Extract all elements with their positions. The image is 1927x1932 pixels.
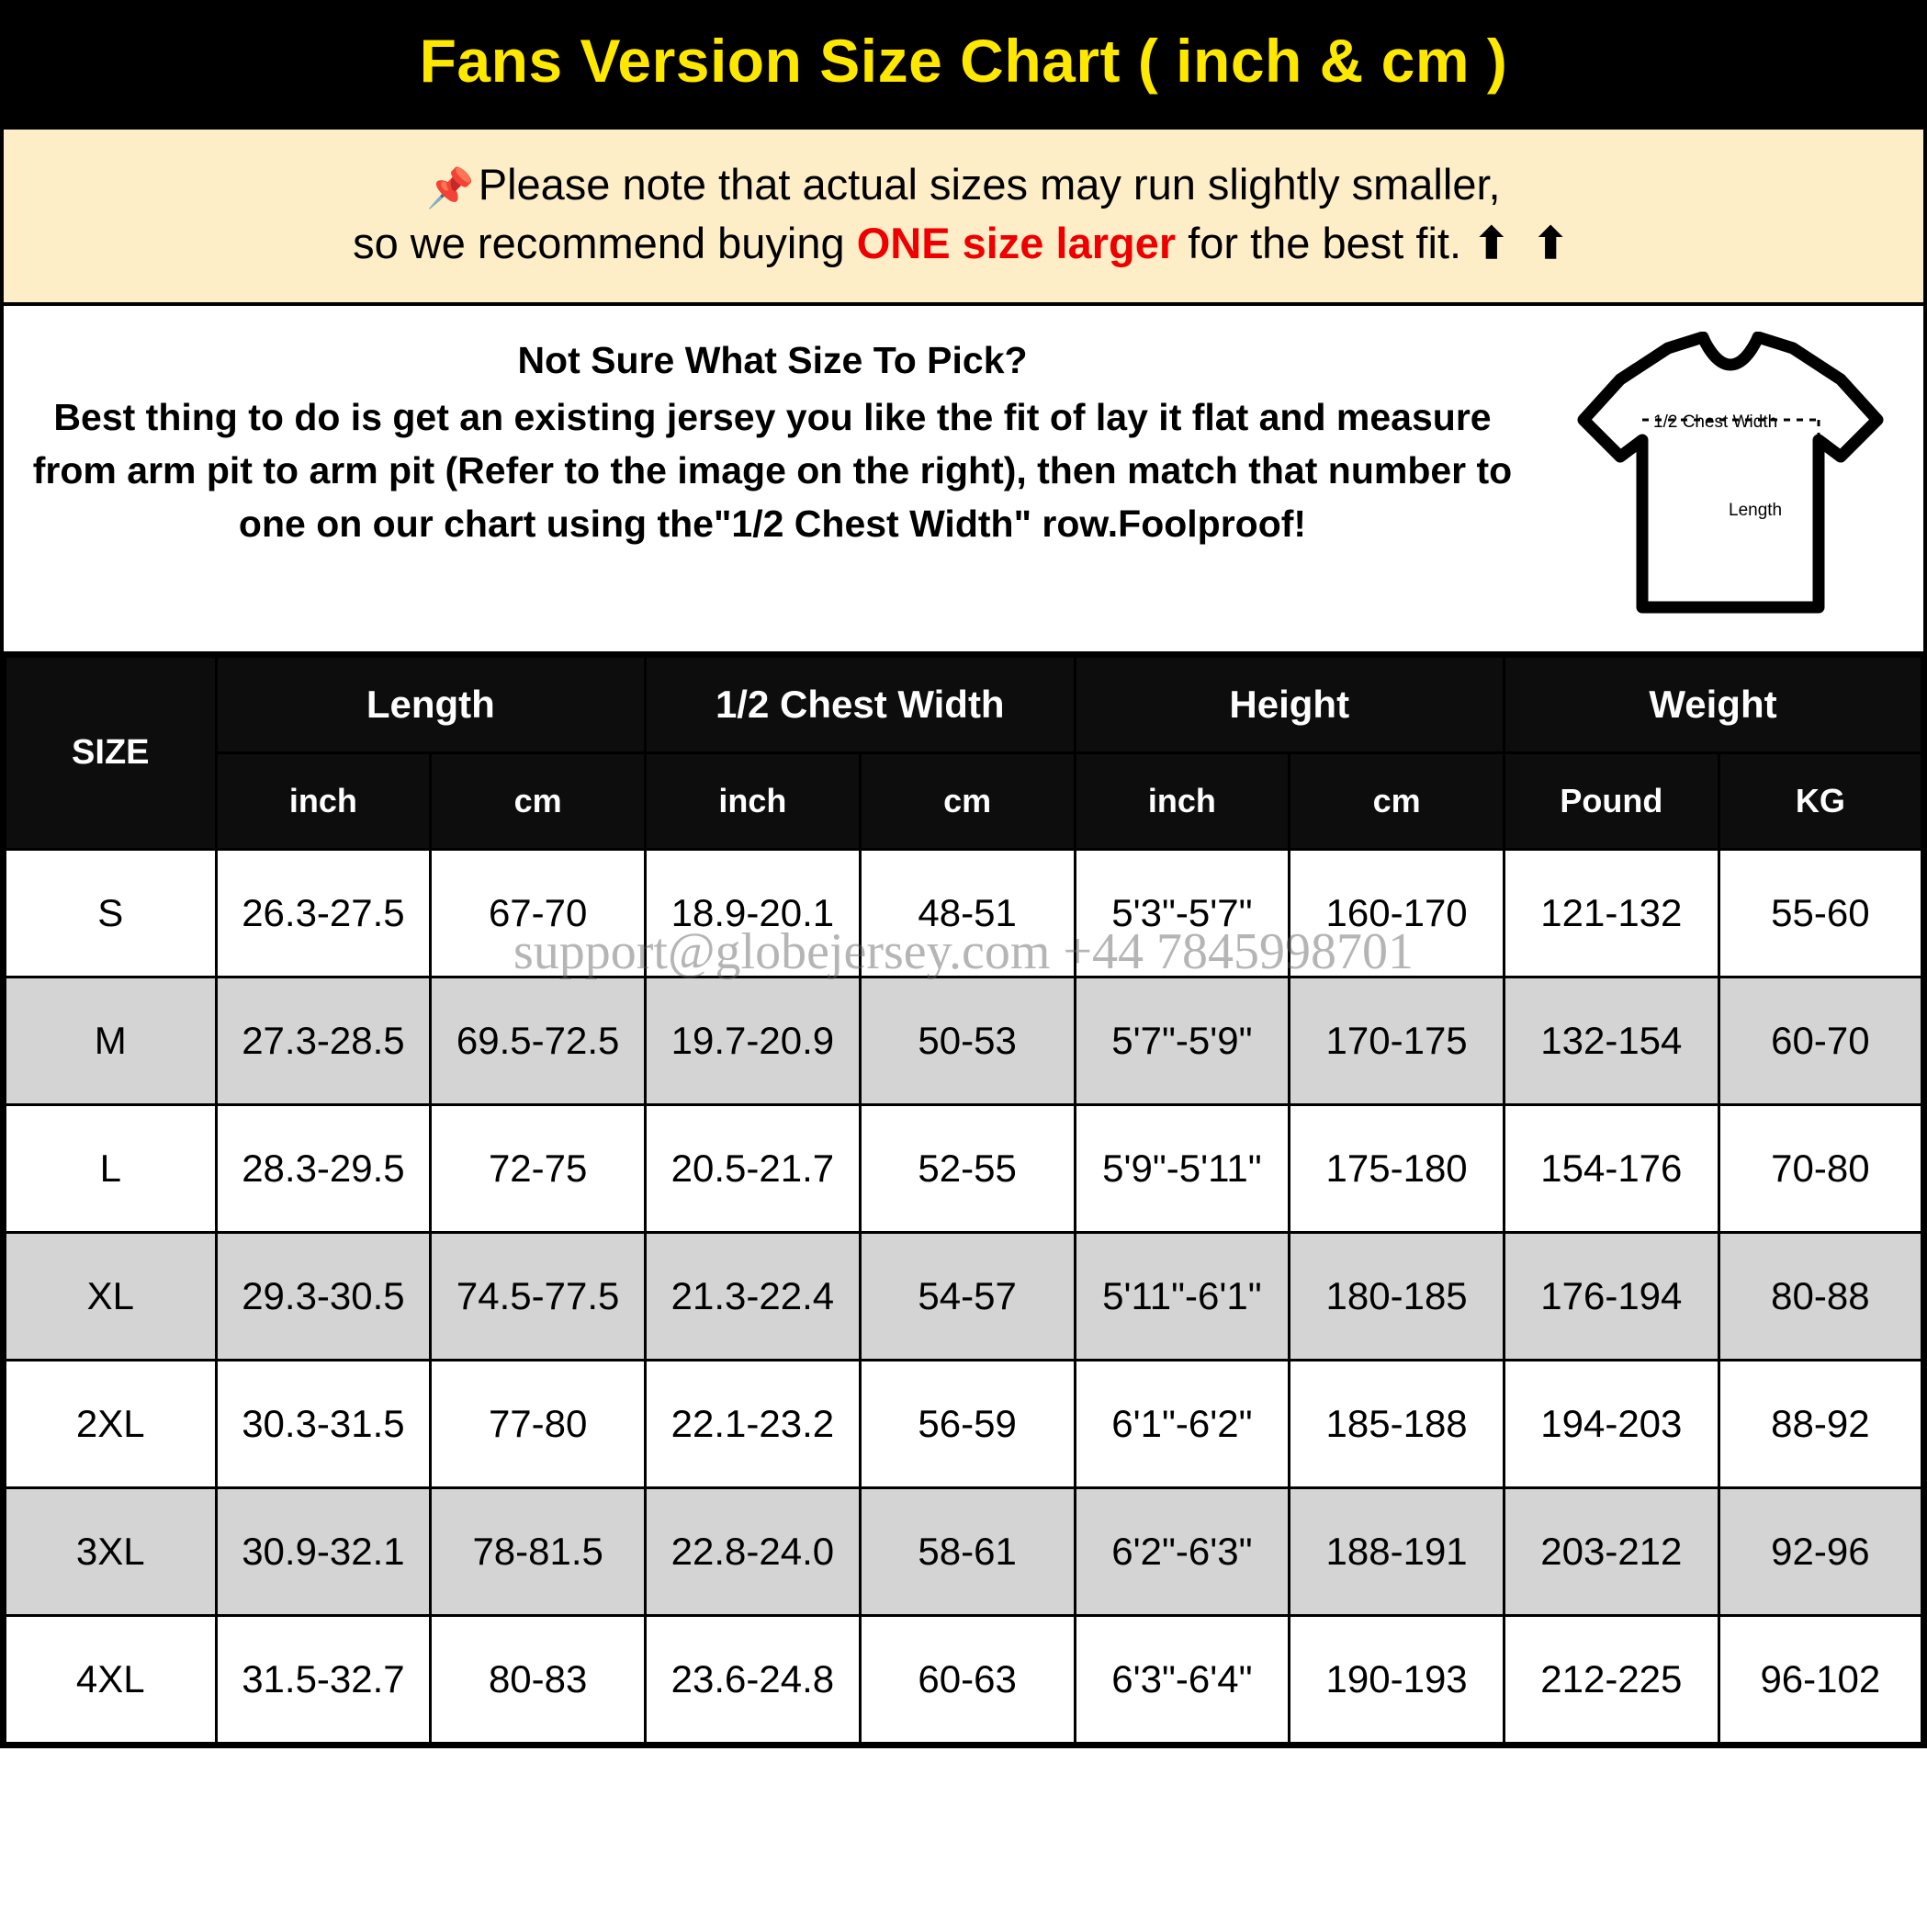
cell-length-inch: 31.5-32.7 [216, 1615, 431, 1743]
cell-length-inch: 30.3-31.5 [216, 1360, 431, 1487]
cell-height-cm: 170-175 [1290, 977, 1504, 1104]
cell-size: S [6, 849, 217, 977]
cell-height-cm: 180-185 [1290, 1232, 1504, 1360]
cell-length-inch: 26.3-27.5 [216, 849, 431, 977]
unit-header-length-inch: inch [216, 752, 431, 849]
cell-size: 4XL [6, 1615, 217, 1743]
table-row [6, 1360, 1922, 1487]
cell-height-cm: 190-193 [1290, 1615, 1504, 1743]
cell-height-inch: 6'1"-6'2" [1075, 1360, 1290, 1487]
cell-weight-kg: 88-92 [1719, 1360, 1921, 1487]
cell-weight-kg: 60-70 [1719, 977, 1921, 1104]
chest-width-label: 1/2 Chest Width [1653, 412, 1778, 432]
cell-chest-cm: 48-51 [860, 849, 1075, 977]
cell-height-cm: 188-191 [1290, 1487, 1504, 1615]
unit-header-weight-kg: KG [1719, 752, 1921, 849]
note-line-2 [22, 214, 1905, 272]
table-row [6, 1104, 1922, 1232]
help-heading: Not Sure What Size To Pick? [517, 338, 1028, 381]
cell-size: 2XL [6, 1360, 217, 1487]
cell-length-inch: 30.9-32.1 [216, 1487, 431, 1615]
cell-height-cm: 185-188 [1290, 1360, 1504, 1487]
cell-length-cm: 67-70 [431, 849, 646, 977]
cell-weight-pound: 121-132 [1504, 849, 1719, 977]
cell-weight-pound: 203-212 [1504, 1487, 1719, 1615]
unit-header-length-cm: cm [431, 752, 646, 849]
cell-weight-pound: 132-154 [1504, 977, 1719, 1104]
note-highlight: ONE size larger [856, 219, 1177, 268]
cell-chest-cm: 54-57 [860, 1232, 1075, 1360]
cell-weight-pound: 154-176 [1504, 1104, 1719, 1232]
cell-weight-pound: 212-225 [1504, 1615, 1719, 1743]
cell-length-cm: 80-83 [431, 1615, 646, 1743]
cell-size: M [6, 977, 217, 1104]
help-section [4, 306, 1923, 655]
help-text-block [4, 326, 1538, 551]
cell-weight-pound: 194-203 [1504, 1360, 1719, 1487]
note-line-1-text: Please note that actual sizes may run slightly smaller, [478, 159, 1501, 209]
unit-header-chest-inch: inch [646, 752, 861, 849]
note-band [4, 126, 1923, 306]
cell-chest-inch: 20.5-21.7 [646, 1104, 861, 1232]
cell-length-inch: 27.3-28.5 [216, 977, 431, 1104]
pin-icon: 📌 [426, 165, 475, 209]
cell-weight-kg: 70-80 [1719, 1104, 1921, 1232]
cell-chest-inch: 18.9-20.1 [646, 849, 861, 977]
table-head [6, 656, 1922, 849]
column-header-size: SIZE [6, 656, 217, 849]
table-head-row-units [6, 752, 1922, 849]
cell-length-cm: 74.5-77.5 [431, 1232, 646, 1360]
cell-size: L [6, 1104, 217, 1232]
cell-chest-inch: 22.1-23.2 [646, 1360, 861, 1487]
cell-weight-kg: 92-96 [1719, 1487, 1921, 1615]
cell-weight-pound: 176-194 [1504, 1232, 1719, 1360]
table-head-row-groups [6, 656, 1922, 752]
cell-chest-inch: 21.3-22.4 [646, 1232, 861, 1360]
note-line-2-prefix: so we recommend buying [353, 219, 857, 268]
title-bar [4, 4, 1923, 126]
cell-size: 3XL [6, 1487, 217, 1615]
size-chart-table [4, 655, 1923, 1745]
cell-chest-cm: 50-53 [860, 977, 1075, 1104]
cell-weight-kg: 55-60 [1719, 849, 1921, 977]
note-line-1 [22, 155, 1905, 215]
column-header-chest-width: 1/2 Chest Width [646, 656, 1075, 752]
column-header-height: Height [1075, 656, 1504, 752]
cell-length-cm: 69.5-72.5 [431, 977, 646, 1104]
table-row [6, 977, 1922, 1104]
note-line-2-suffix: for the best fit. [1176, 219, 1462, 268]
unit-header-chest-cm: cm [860, 752, 1075, 849]
cell-length-inch: 29.3-30.5 [216, 1232, 431, 1360]
table-row [6, 1232, 1922, 1360]
table-row [6, 1615, 1922, 1743]
cell-height-inch: 5'9"-5'11" [1075, 1104, 1290, 1232]
table-row [6, 849, 1922, 977]
cell-height-inch: 5'11"-6'1" [1075, 1232, 1290, 1360]
unit-header-height-inch: inch [1075, 752, 1290, 849]
cell-chest-inch: 19.7-20.9 [646, 977, 861, 1104]
cell-chest-inch: 22.8-24.0 [646, 1487, 861, 1615]
cell-chest-cm: 58-61 [860, 1487, 1075, 1615]
tshirt-diagram [1538, 326, 1923, 635]
length-label: Length [1729, 500, 1783, 520]
unit-header-height-cm: cm [1290, 752, 1504, 849]
table-row [6, 1487, 1922, 1615]
table-body [6, 849, 1922, 1743]
cell-height-cm: 160-170 [1290, 849, 1504, 977]
column-header-length: Length [216, 656, 645, 752]
watermark: support@globejersey.com +44 7845998701 [513, 923, 1414, 980]
help-body: Best thing to do is get an existing jersey you like the fit of lay it flat and measure from arm pit to arm pit (Refer to the image on the right), then match that number to one on our chart using the"1/2 Chest Width" row.Foolproof! [32, 395, 1513, 546]
cell-chest-inch: 23.6-24.8 [646, 1615, 861, 1743]
tshirt-icon [1565, 332, 1896, 635]
cell-length-cm: 72-75 [431, 1104, 646, 1232]
cell-weight-kg: 80-88 [1719, 1232, 1921, 1360]
cell-size: XL [6, 1232, 217, 1360]
cell-chest-cm: 56-59 [860, 1360, 1075, 1487]
cell-height-inch: 6'3"-6'4" [1075, 1615, 1290, 1743]
cell-length-cm: 78-81.5 [431, 1487, 646, 1615]
cell-height-cm: 175-180 [1290, 1104, 1504, 1232]
cell-chest-cm: 60-63 [860, 1615, 1075, 1743]
cell-weight-kg: 96-102 [1719, 1615, 1921, 1743]
cell-chest-cm: 52-55 [860, 1104, 1075, 1232]
page-title: Fans Version Size Chart ( inch & cm ) [419, 27, 1508, 95]
cell-height-inch: 5'3"-5'7" [1075, 849, 1290, 977]
cell-length-cm: 77-80 [431, 1360, 646, 1487]
column-header-weight: Weight [1504, 656, 1921, 752]
cell-length-inch: 28.3-29.5 [216, 1104, 431, 1232]
cell-height-inch: 5'7"-5'9" [1075, 977, 1290, 1104]
arrow-up-icon: ⬆ ⬆ [1473, 219, 1574, 268]
cell-height-inch: 6'2"-6'3" [1075, 1487, 1290, 1615]
unit-header-weight-pound: Pound [1504, 752, 1719, 849]
